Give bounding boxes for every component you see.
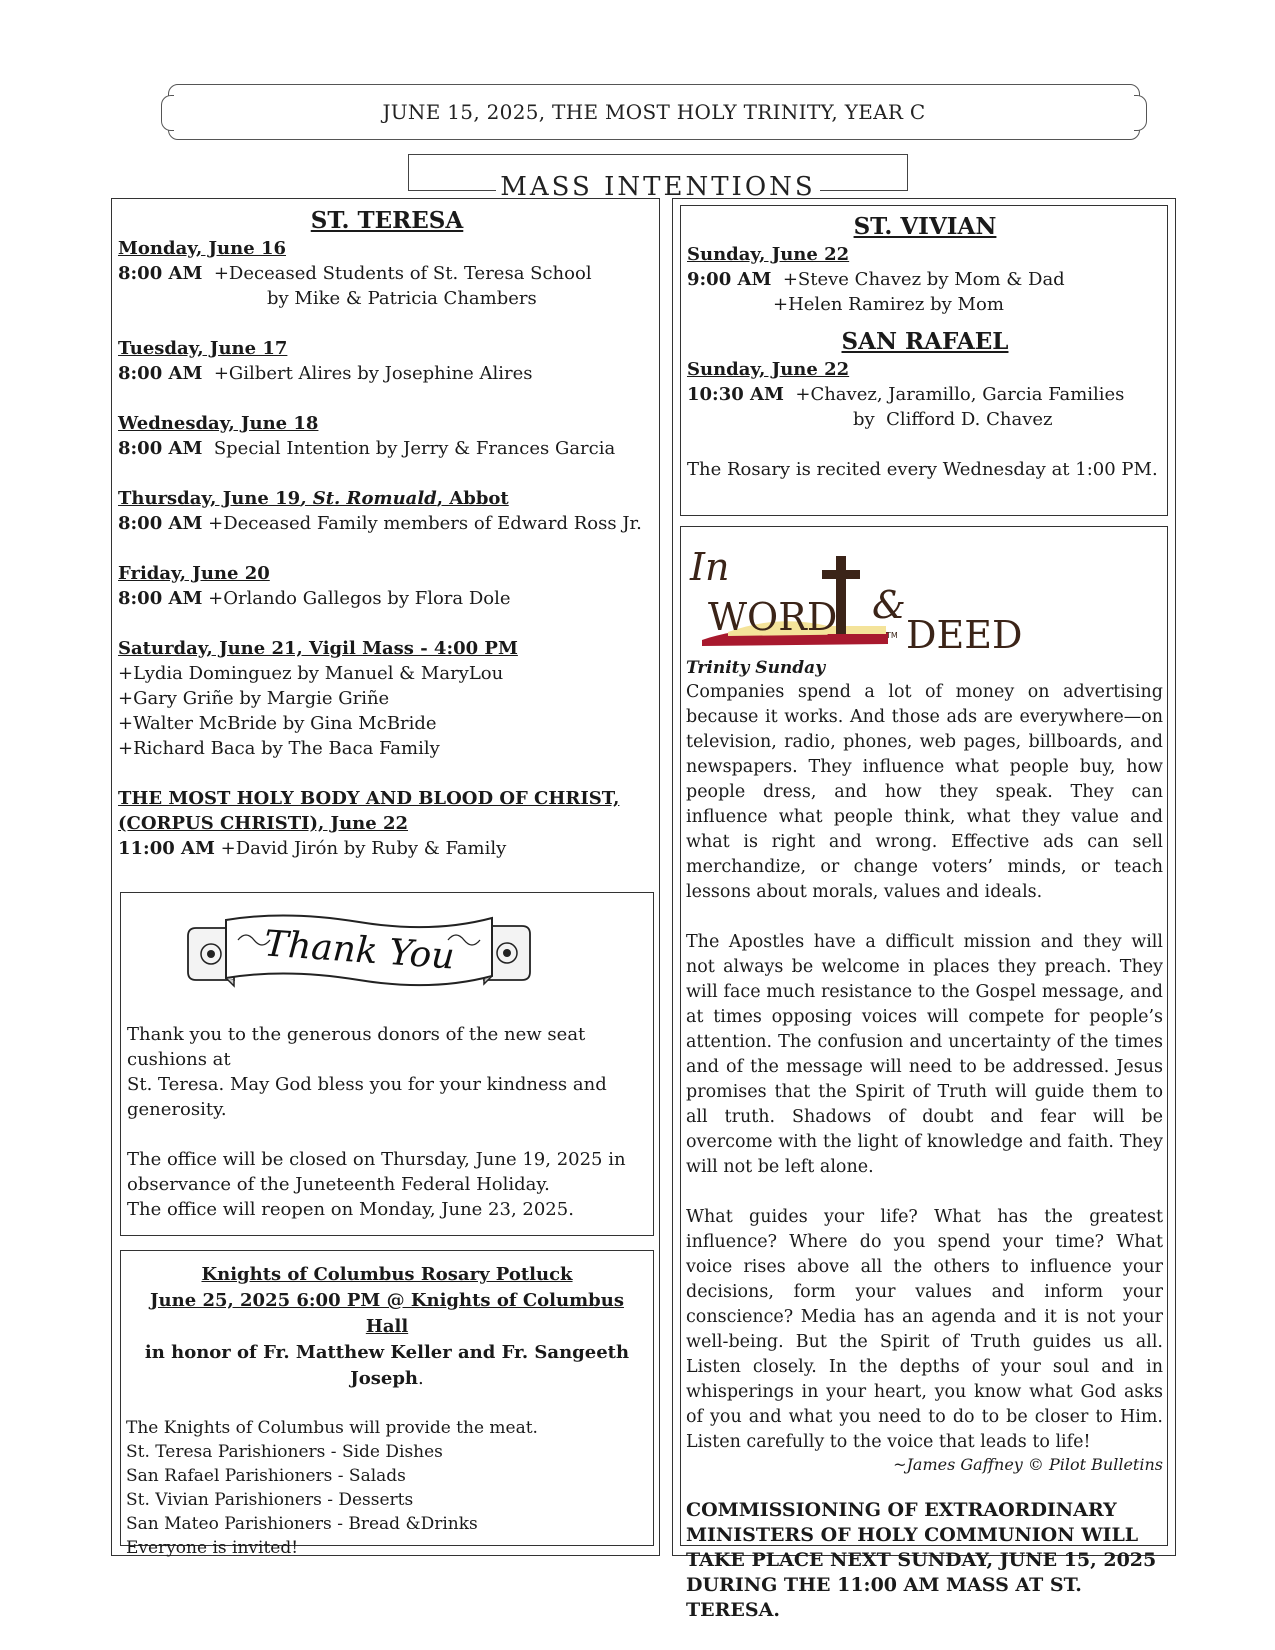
mass-intention: +Deceased Students of St. Teresa School: [213, 263, 592, 284]
mass-time: 8:00 AM: [118, 588, 203, 609]
knights-line: San Rafael Parishioners - Salads: [126, 1466, 406, 1486]
mass-entry-friday: [118, 586, 656, 611]
thank-you-line: Thank you to the generous donors of the new seat cushions at: [127, 1024, 586, 1070]
knights-honor-text: in honor of Fr. Matthew Keller and Fr. Sangeeth Joseph: [144, 1342, 630, 1389]
cross-icon: [836, 556, 846, 634]
day-tuesday: Tuesday, June 17: [118, 338, 288, 359]
day-thursday-date: Thursday, June 19: [118, 488, 301, 509]
mass-entry-san-rafael: [687, 382, 1163, 407]
knights-date: June 25, 2025 6:00 PM @ Knights of Columbus Hall: [150, 1290, 624, 1337]
article-subtitle: Trinity Sunday: [686, 658, 826, 678]
knights-line: San Mateo Parishioners - Bread &Drinks: [126, 1514, 478, 1534]
knights-honor-period: .: [418, 1368, 424, 1389]
mass-entry-monday: [118, 261, 656, 286]
mass-time: 9:00 AM: [687, 269, 772, 290]
knights-line: St. Vivian Parishioners - Desserts: [126, 1490, 414, 1510]
mass-intention: +David Jirón by Ruby & Family: [220, 838, 507, 859]
mass-time: 11:00 AM: [118, 838, 215, 859]
corpus-christi-heading-2: (CORPUS CHRISTI), June 22: [118, 813, 409, 834]
mass-intention: +Gilbert Alires by Josephine Alires: [213, 363, 533, 384]
st-vivian-day: Sunday, June 22: [687, 244, 850, 265]
knights-line: Everyone is invited!: [126, 1538, 299, 1558]
mass-intention: +Chavez, Jaramillo, Garcia Families: [795, 384, 1125, 405]
mass-intention: Special Intention by Jerry & Frances Garcia: [213, 438, 616, 459]
thank-you-banner-image: [186, 910, 532, 996]
st-teresa-section: [118, 206, 656, 861]
saturday-item: +Richard Baca by The Baca Family: [118, 738, 440, 759]
office-reopen-line: The office will reopen on Monday, June 23, 2025.: [127, 1199, 574, 1220]
mass-entry-tuesday: [118, 361, 656, 386]
office-closed-line: observance of the Juneteenth Federal Holiday.: [127, 1174, 550, 1195]
mass-time: 10:30 AM: [687, 384, 784, 405]
saturday-item: +Walter McBride by Gina McBride: [118, 713, 437, 734]
knights-honor: [126, 1340, 648, 1392]
mass-intentions-title: [408, 154, 908, 202]
knights-section: [126, 1262, 648, 1560]
article-paragraph: What guides your life? What has the greatest influence? Where do you spend your time? What voice rises above all the others to influence your decisions, form your values and inform your conscience? Media has an agenda and it is not your well-being. But the Spirit of Truth guides us all. Listen closely. In the depths of your soul and in whisperings in your heart, you know what God asks of you and what you need to do to be closer to Him. Listen carefully to the voice that leads to life!: [686, 1207, 1163, 1452]
article-signature: ~James Gaffney © Pilot Bulletins: [893, 1455, 1163, 1474]
word-and-deed-logo: [688, 540, 1048, 652]
day-saturday: Saturday, June 21, Vigil Mass - 4:00 PM: [118, 638, 518, 659]
knights-line: St. Teresa Parishioners - Side Dishes: [126, 1442, 443, 1462]
date-banner: [168, 84, 1140, 140]
banner-text: JUNE 15, 2025, THE MOST HOLY TRINITY, YEAR C: [382, 100, 926, 124]
mass-intention-cont: +Helen Ramirez by Mom: [773, 294, 1004, 315]
mass-time: 8:00 AM: [118, 263, 203, 284]
day-monday: Monday, June 16: [118, 238, 286, 259]
thank-you-banner-text: Thank You: [262, 923, 456, 978]
logo-amp: &: [872, 583, 906, 627]
logo-tm: TM: [886, 631, 898, 640]
day-thursday: [118, 486, 656, 511]
mass-intention: +Orlando Gallegos by Flora Dole: [208, 588, 511, 609]
knights-line: The Knights of Columbus will provide the meat.: [126, 1418, 538, 1438]
mass-intention: +Steve Chavez by Mom & Dad: [782, 269, 1065, 290]
day-thursday-title: , Abbot: [436, 488, 509, 509]
saturday-item: +Lydia Dominguez by Manuel & MaryLou: [118, 663, 504, 684]
san-rafael-day: Sunday, June 22: [687, 359, 850, 380]
mass-intention: +Deceased Family members of Edward Ross Jr.: [208, 513, 642, 534]
mass-intention-cont: by Clifford D. Chavez: [853, 409, 1053, 430]
saturday-item: +Gary Griñe by Margie Griñe: [118, 688, 390, 709]
mass-time: 8:00 AM: [118, 363, 203, 384]
logo-in: In: [690, 545, 730, 589]
mass-time: 8:00 AM: [118, 438, 203, 459]
thank-you-line: St. Teresa. May God bless you for your kindness and generosity.: [127, 1074, 607, 1120]
day-thursday-saint: , St. Romuald: [300, 488, 437, 509]
article-paragraph: The Apostles have a difficult mission and they will not always be welcome in places they preach. They will face much resistance to the Gospel message, and at times opposing voices will compete for people’s attention. The confusion and uncertainty of the times and of the message will need to be addressed. Jesus promises that the Spirit of Truth will guide them to all truth. Shadows of doubt and fear will be overcome with the light of knowledge and faith. They will not be left alone.: [686, 932, 1163, 1177]
logo-word: WORD: [708, 595, 838, 639]
mass-intentions-label: MASS INTENTIONS: [496, 174, 819, 200]
mass-entry-st-vivian: [687, 267, 1163, 292]
mass-intention-cont: by Mike & Patricia Chambers: [267, 288, 537, 309]
mass-time: 8:00 AM: [118, 513, 203, 534]
article-paragraph: Companies spend a lot of money on advertising because it works. And those ads are everywhere—on television, radio, phones, web pages, billboards, and newspapers. They influence what people buy, how people dress, and how they speak. They can influence what people think, what they value and what is right and wrong. Effective ads can sell merchandize, or change voters’ minds, or teach lessons about morals, values and ideals.: [686, 682, 1163, 902]
knights-title: Knights of Columbus Rosary Potluck: [201, 1264, 573, 1285]
day-friday: Friday, June 20: [118, 563, 270, 584]
st-teresa-title: ST. TERESA: [310, 207, 464, 234]
office-closed-line: The office will be closed on Thursday, June 19, 2025 in: [127, 1149, 626, 1170]
day-wednesday: Wednesday, June 18: [118, 413, 319, 434]
rosary-note: The Rosary is recited every Wednesday at 1:00 PM.: [687, 459, 1158, 480]
mass-entry-corpus: [118, 836, 656, 861]
mass-entry-thursday: [118, 511, 656, 536]
corpus-christi-heading-1: THE MOST HOLY BODY AND BLOOD OF CHRIST,: [118, 788, 620, 809]
word-deed-article: [686, 656, 1163, 1623]
logo-deed: DEED: [906, 613, 1023, 652]
san-rafael-title: SAN RAFAEL: [841, 328, 1009, 355]
mass-entry-wednesday: [118, 436, 656, 461]
st-vivian-title: ST. VIVIAN: [853, 213, 997, 240]
thank-you-text: [127, 1022, 653, 1222]
st-vivian-section: [687, 212, 1163, 482]
commissioning-notice: COMMISSIONING OF EXTRAORDINARY MINISTERS OF HOLY COMMUNION WILL TAKE PLACE NEXT SUNDAY, JUNE 15, 2025 DURING THE 11:00 AM MASS AT ST. TERESA.: [686, 1499, 1157, 1621]
